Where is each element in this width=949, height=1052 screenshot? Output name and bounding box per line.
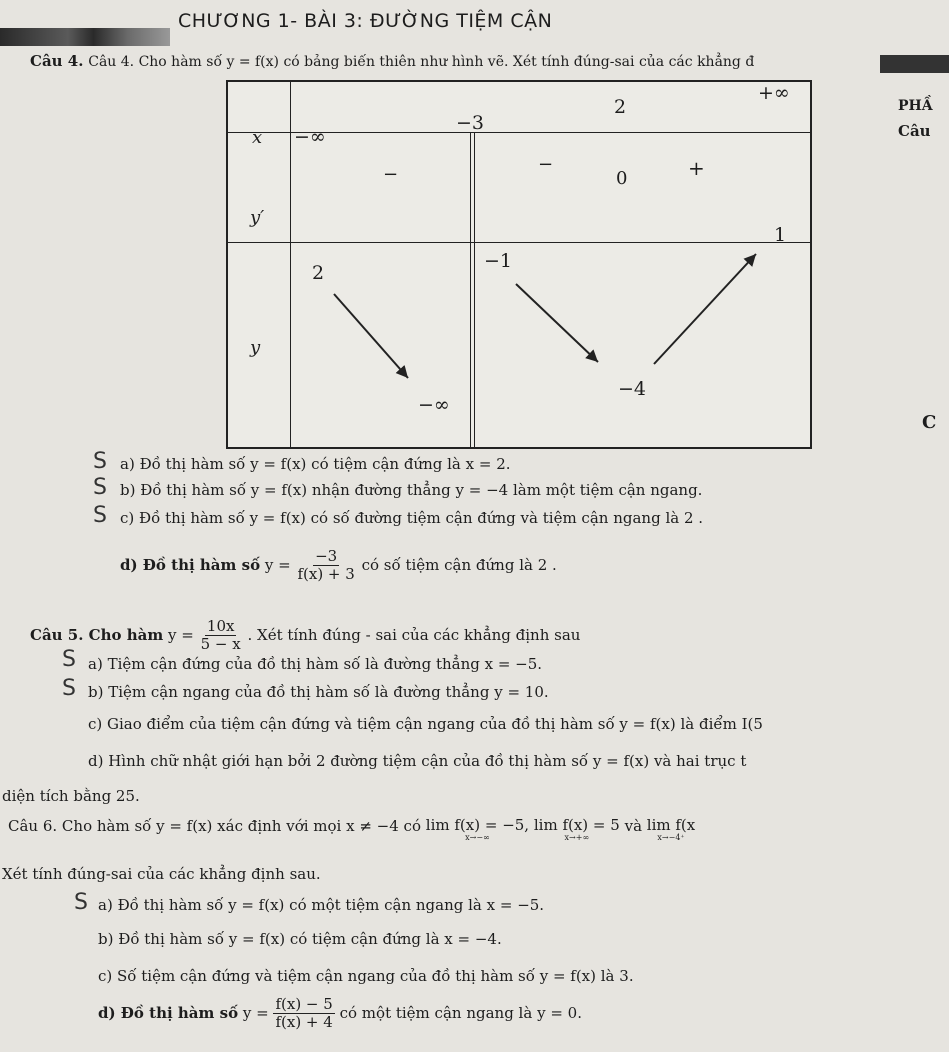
- answer-mark: S: [93, 475, 107, 500]
- header-decoration: [0, 28, 170, 46]
- q5-intro: Câu 5. Cho hàm y = $\frac{10x}{5 - x}$ . Xét tính đúng - sai của các khẳng định sau: [30, 617, 581, 654]
- variation-table: [226, 80, 812, 449]
- arrow-decreasing-1: [334, 294, 408, 378]
- limit: lim f(x) = 5 x→+∞: [533, 816, 620, 842]
- x-value: −∞: [294, 126, 326, 148]
- row-label-y: y: [250, 337, 261, 358]
- sign-value: −: [538, 154, 554, 175]
- q6-item-b: b) Đồ thị hàm số y = f(x) có tiệm cận đứng là x = −4.: [98, 930, 502, 948]
- x-value: 2: [614, 96, 627, 118]
- row-label-yprime: y′: [250, 207, 265, 228]
- answer-mark: S: [93, 503, 107, 528]
- limit: lim f(x x→−4⁺: [646, 816, 696, 842]
- q4-item-a: a) Đồ thị hàm số y = f(x) có tiệm cận đứng là x = 2.: [120, 455, 511, 473]
- answer-mark: S: [74, 890, 88, 915]
- row-label-x: x: [252, 127, 263, 148]
- answer-mark: S: [62, 647, 76, 672]
- chapter-title: CHƯƠNG 1- BÀI 3: ĐƯỜNG TIỆM CẬN: [178, 10, 553, 32]
- y-value: −1: [484, 250, 513, 272]
- sign-value: −: [383, 164, 399, 185]
- q4-item-b: b) Đồ thị hàm số y = f(x) nhận đường thẳng y = −4 làm một tiệm cận ngang.: [120, 481, 703, 499]
- arrow-decreasing-2: [516, 284, 598, 362]
- margin-text-1: PHẦ: [898, 98, 933, 114]
- q5-item-d: d) Hình chữ nhật giới hạn bởi 2 đường tiệm cận của đồ thị hàm số y = f(x) và hai trục t: [88, 752, 747, 770]
- answer-mark: S: [93, 449, 107, 474]
- q5-item-b: b) Tiệm cận ngang của đồ thị hàm số là đường thẳng y = 10.: [88, 683, 549, 701]
- q4-item-d: d) Đồ thị hàm số y = $\frac{-3}{f(x) + 3}$ có số tiệm cận đứng là 2 .: [120, 547, 557, 584]
- q5-tail: diện tích bằng 25.: [2, 787, 140, 805]
- q4-intro: Câu 4. Câu 4. Cho hàm số y = f(x) có bảng biến thiên như hình vẽ. Xét tính đúng-sai của các khẳng đ: [30, 52, 755, 70]
- y-value: −4: [618, 378, 647, 400]
- fraction: $\frac{f(x) - 5}{f(x) + 4}$: [275, 995, 333, 1032]
- q6-item-a: a) Đồ thị hàm số y = f(x) có một tiệm cận ngang là x = −5.: [98, 896, 545, 914]
- variation-arrows: [228, 82, 810, 447]
- margin-text-3: C: [922, 412, 937, 433]
- sign-value: +: [688, 156, 705, 180]
- y-value: 1: [774, 224, 787, 246]
- x-value: +∞: [758, 82, 790, 104]
- q5-item-c: c) Giao điểm của tiệm cận đứng và tiệm cận ngang của đồ thị hàm số y = f(x) là điểm I(5: [88, 715, 763, 733]
- q4-intro-text: Câu 4. Cho hàm số y = f(x) có bảng biến thiên như hình vẽ. Xét tính đúng-sai của các khẳng đ: [88, 54, 755, 70]
- margin-text-2: Câu: [898, 122, 931, 140]
- arrow-increasing: [654, 254, 756, 364]
- q6-intro: Câu 6. Cho hàm số y = f(x) xác định với mọi x ≠ −4 có lim f(x) = −5, x→−∞ lim f(x) = 5 x→+∞ và lim f(x x→−4⁺: [8, 816, 696, 842]
- fraction: $\frac{10x}{5 - x}$: [200, 617, 241, 654]
- x-value: −3: [456, 112, 485, 134]
- q4-item-c: c) Đồ thị hàm số y = f(x) có số đường tiệm cận đứng và tiệm cận ngang là 2 .: [120, 509, 704, 527]
- q6-item-d: d) Đồ thị hàm số y = $\frac{f(x) - 5}{f(x) + 4}$ có một tiệm cận ngang là y = 0.: [98, 995, 582, 1032]
- y-value: 2: [312, 262, 325, 284]
- fraction: $\frac{-3}{f(x) + 3}$: [297, 547, 355, 584]
- sign-value: 0: [616, 168, 628, 189]
- q6-item-c: c) Số tiệm cận đứng và tiệm cận ngang của đồ thị hàm số y = f(x) là 3.: [98, 967, 634, 985]
- limit: lim f(x) = −5, x→−∞: [425, 816, 530, 842]
- q6-prompt: Xét tính đúng-sai của các khẳng định sau.: [2, 865, 321, 883]
- q5-item-a: a) Tiệm cận đứng của đồ thị hàm số là đường thẳng x = −5.: [88, 655, 543, 673]
- answer-mark: S: [62, 676, 76, 701]
- y-value: −∞: [418, 394, 450, 416]
- right-decoration: [880, 55, 949, 73]
